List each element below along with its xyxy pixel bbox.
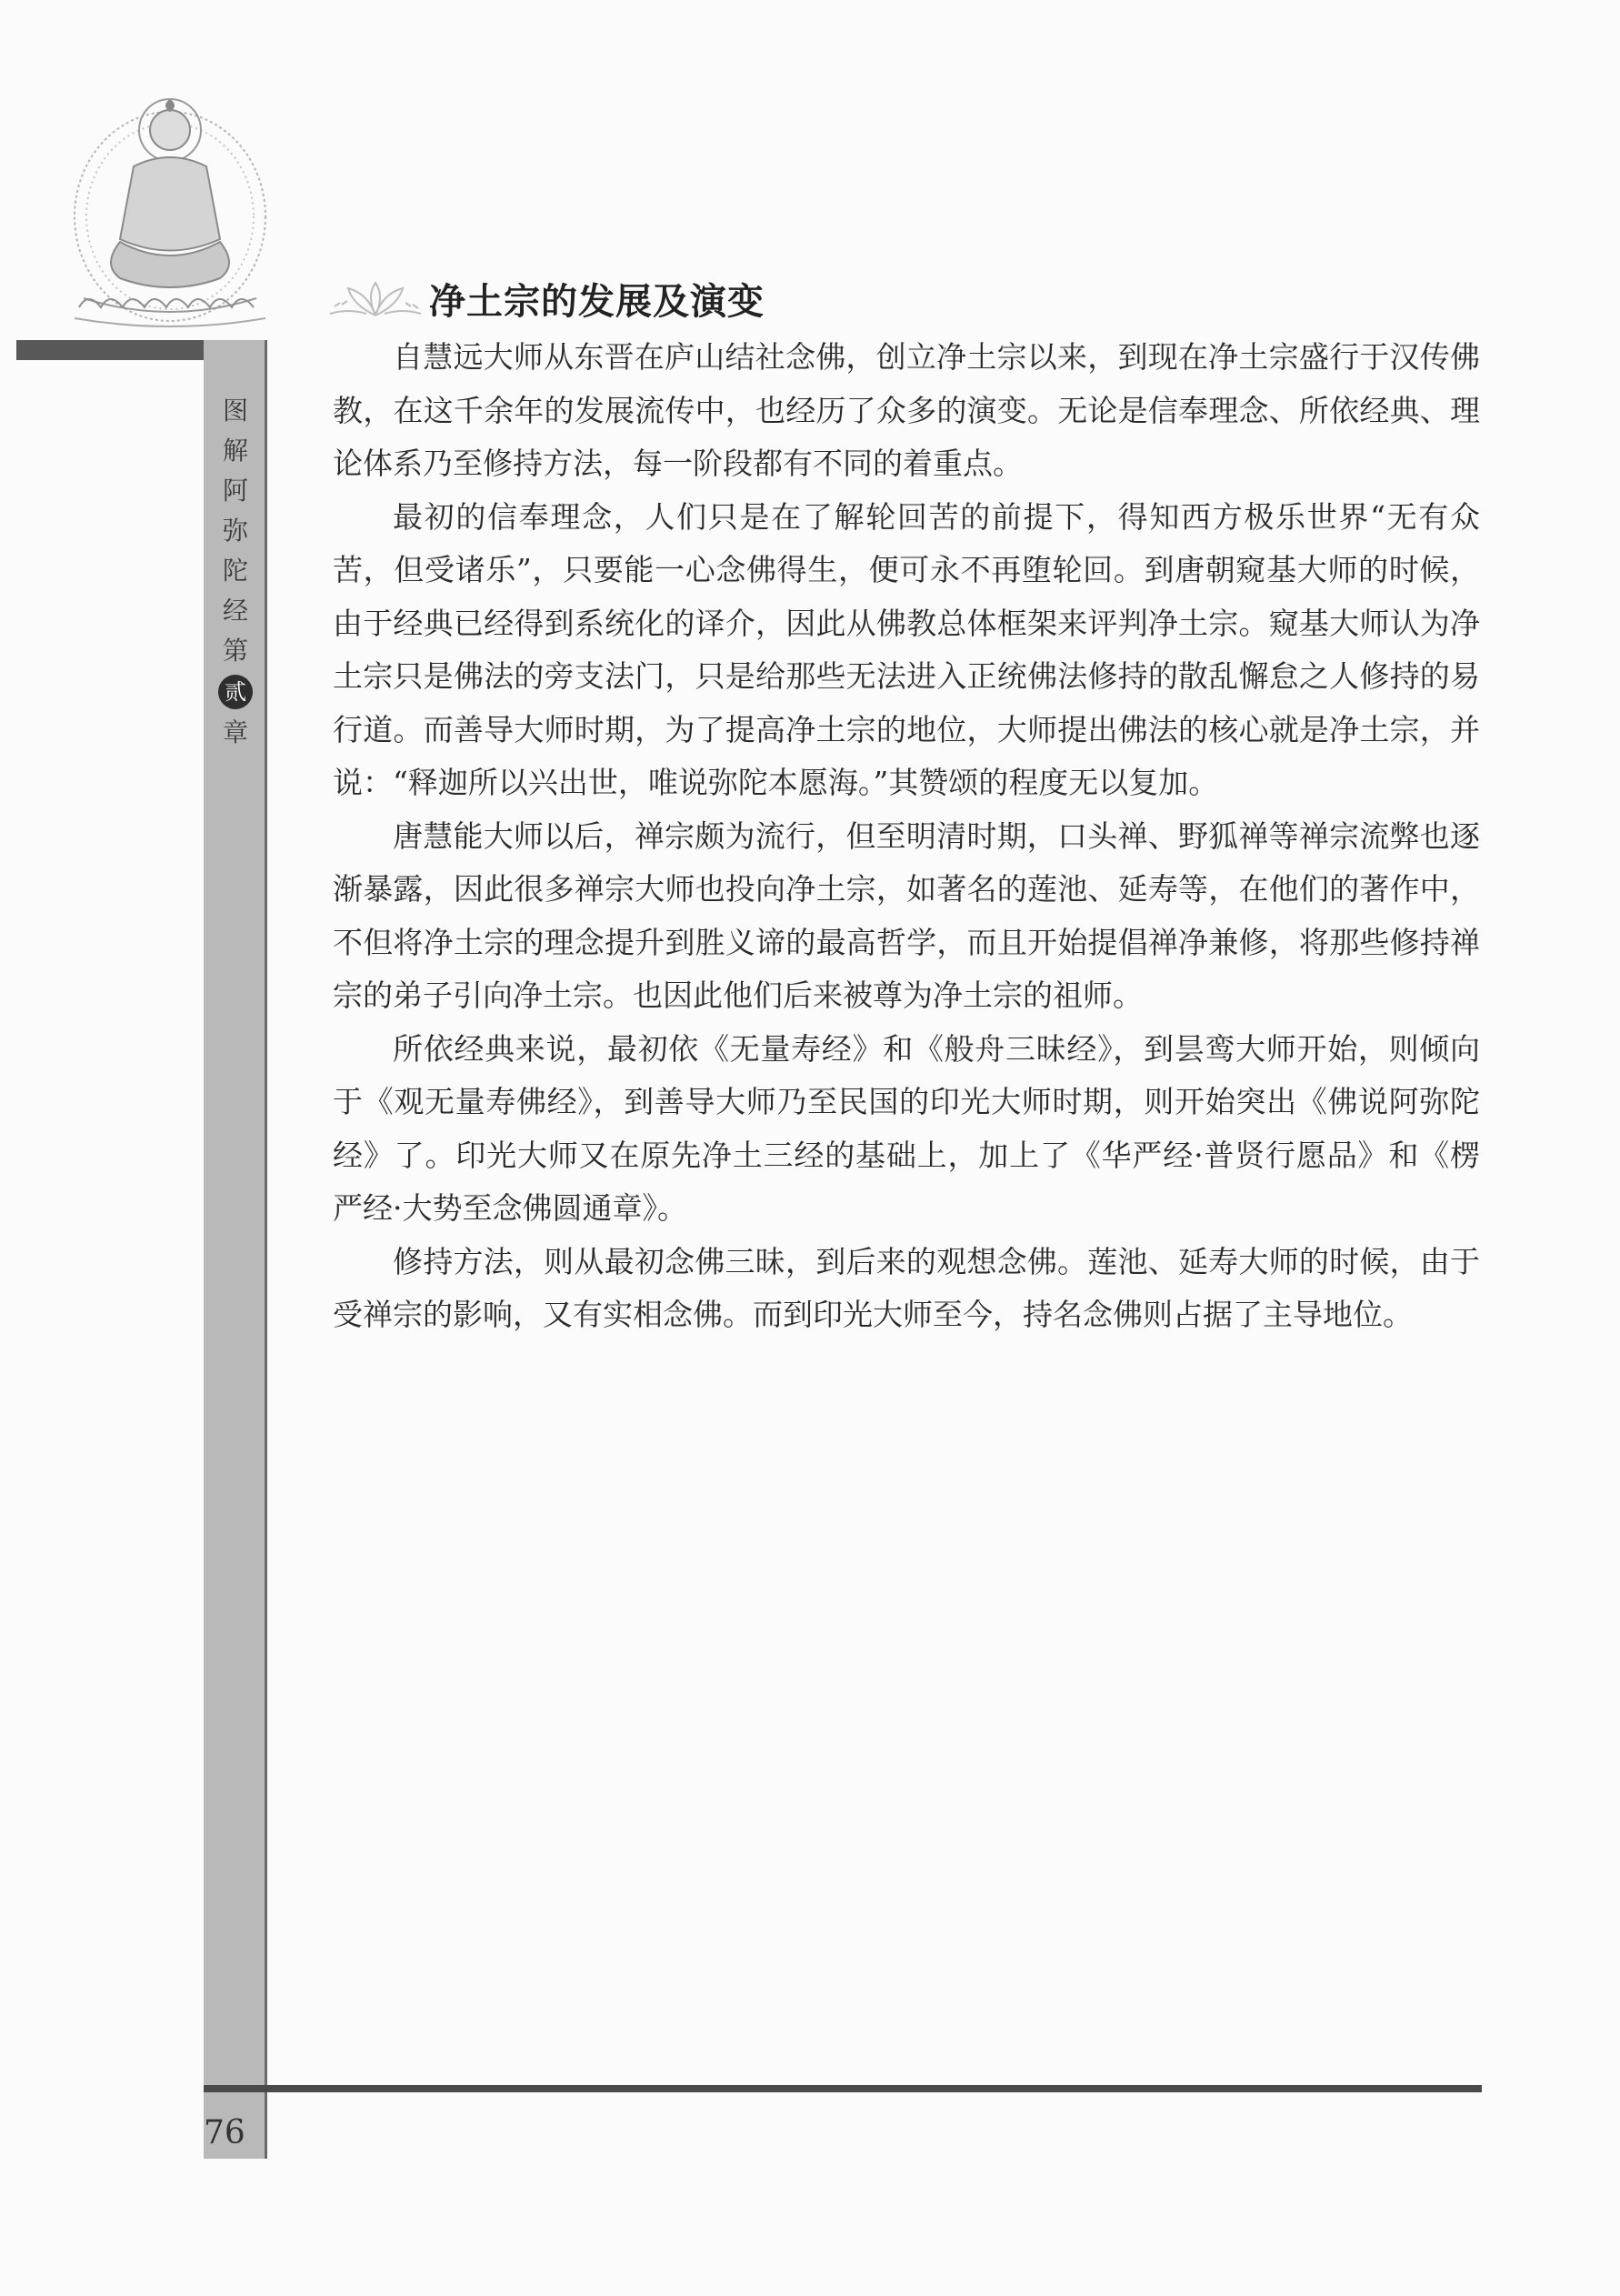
paragraph: 修持方法，则从最初念佛三昧，到后来的观想念佛。莲池、延寿大师的时候，由于受禅宗的影响，又有实相念佛。而到印光大师至今，持名念佛则占据了主导地位。 xyxy=(333,1243,1480,1332)
buddha-figure-icon xyxy=(56,80,284,330)
paragraph: 自慧远大师从东晋在庐山结社念佛，创立净土宗以来，到现在净土宗盛行于汉传佛教，在这千余年的发展流传中，也经历了众多的演变。无论是信奉理念、所依经典、理论体系乃至修持方法，每一阶段都有不同的着重点。 xyxy=(333,339,1480,481)
paragraph: 所依经典来说，最初依《无量寿经》和《般舟三昧经》，到昙鸾大师开始，则倾向于《观无量寿佛经》，到善导大师乃至民国的印光大师时期，则开始突出《佛说阿弥陀经》了。印光大师又在原先净土三经的基础上，加上了《华严经·普贤行愿品》和《楞严经·大势至念佛圆通章》。 xyxy=(333,1030,1480,1226)
sidebar-char: 弥 xyxy=(222,516,248,546)
chapter-prefix: 第 xyxy=(222,636,248,666)
chapter-number-badge: 贰 xyxy=(218,675,253,709)
sidebar-char: 经 xyxy=(222,596,248,626)
section-heading xyxy=(325,273,765,325)
sidebar-char: 解 xyxy=(222,436,248,466)
sidebar-label xyxy=(204,391,267,753)
body-text xyxy=(333,331,1480,1342)
paragraph: 唐慧能大师以后，禅宗颇为流行，但至明清时期，口头禅、野狐禅等禅宗流弊也逐渐暴露，因此很多禅宗大师也投向净土宗，如著名的莲池、延寿等，在他们的著作中，不但将净土宗的理念提升到胜义谛的最高哲学，而且开始提倡禅净兼修，将那些修持禅宗的弟子引向净土宗。也因此他们后来被尊为净土宗的祖师。 xyxy=(333,817,1480,1013)
lotus-icon xyxy=(325,279,425,319)
section-title: 净土宗的发展及演变 xyxy=(429,281,765,323)
sidebar-char: 陀 xyxy=(222,556,248,586)
footer-rule xyxy=(204,2085,1482,2092)
sidebar-char: 阿 xyxy=(222,476,248,506)
chapter-suffix: 章 xyxy=(222,717,248,747)
paragraph: 最初的信奉理念，人们只是在了解轮回苦的前提下，得知西方极乐世界“无有众苦，但受诸乐”，只要能一心念佛得生，便可永不再堕轮回。到唐朝窥基大师的时候，由于经典已经得到系统化的译介，因此从佛教总体框架来评判净土宗。窥基大师认为净土宗只是佛法的旁支法门，只是给那些无法进入正统佛法修持的散乱懈怠之人修持的易行道。而善导大师时期，为了提高净土宗的地位，大师提出佛法的核心就是净土宗，并说：“释迦所以兴出世，唯说弥陀本愿海。”其赞颂的程度无以复加。 xyxy=(333,498,1480,800)
page-number: 76 xyxy=(204,2114,245,2151)
sidebar-char: 图 xyxy=(222,396,248,426)
